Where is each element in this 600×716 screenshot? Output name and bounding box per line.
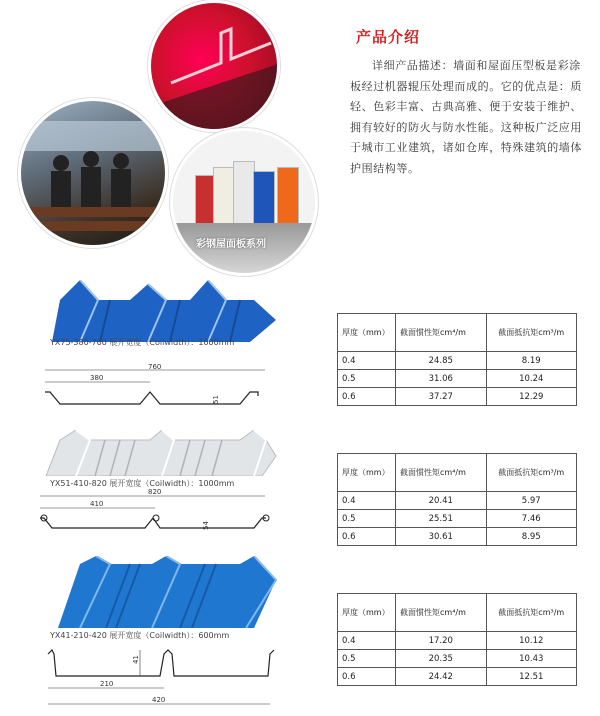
header-inertia: 截面惯性矩cm⁴/m — [396, 314, 487, 352]
intro-paragraph: 详细产品描述：墙面和屋面压型板是彩涂板经过机器辊压处理而成的。它的优点是：质轻、色彩丰富、古典高雅、便于安装于维护、拥有较好的防火与防水性能。这种板广泛应用于城市工业建筑，诸如仓库，特殊建筑的墙体护围结构等。 — [350, 59, 582, 175]
dim-pitch-yx75: 380 — [90, 374, 104, 382]
dim-height-yx75: 51 — [212, 395, 220, 404]
cell-thickness: 0.4 — [338, 352, 396, 370]
cell-modulus: 12.29 — [486, 388, 577, 406]
table-row — [338, 632, 577, 650]
dim-total-yx51: 820 — [148, 488, 162, 496]
table-row — [338, 528, 577, 546]
table-row — [338, 510, 577, 528]
cell-thickness: 0.5 — [338, 650, 396, 668]
hero-collage — [0, 0, 340, 270]
cell-modulus: 10.24 — [486, 370, 577, 388]
header-modulus: 截面抵抗矩cm³/m — [486, 314, 577, 352]
cell-inertia: 31.06 — [396, 370, 487, 388]
cell-thickness: 0.5 — [338, 510, 396, 528]
header-thickness: 厚度（mm） — [338, 454, 396, 492]
profile-drawing-yx75 — [40, 362, 275, 412]
cell-modulus: 10.43 — [486, 650, 577, 668]
cell-thickness: 0.6 — [338, 388, 396, 406]
panel-label-yx75: YX75-380-760 展开宽度（Coilwidth）：1000mm — [50, 338, 235, 347]
spec-table-yx41 — [337, 593, 577, 686]
cell-inertia: 30.61 — [396, 528, 487, 546]
cell-inertia: 25.51 — [396, 510, 487, 528]
cell-modulus: 10.12 — [486, 632, 577, 650]
cell-inertia: 20.35 — [396, 650, 487, 668]
table-header-row — [338, 594, 577, 632]
color-swatches-photo — [170, 128, 318, 276]
cell-inertia: 17.20 — [396, 632, 487, 650]
header-inertia: 截面惯性矩cm⁴/m — [396, 594, 487, 632]
table-row — [338, 388, 577, 406]
hero-caption: 彩钢屋面板系列 — [196, 239, 266, 250]
header-thickness: 厚度（mm） — [338, 594, 396, 632]
factory-workers-photo — [18, 98, 168, 248]
dim-pitch-yx41: 210 — [100, 680, 114, 688]
dim-height-yx51: 54 — [202, 521, 210, 530]
panel-label-yx41: YX41-210-420 展开宽度（Coilwidth）：600mm — [50, 631, 230, 640]
cell-thickness: 0.5 — [338, 370, 396, 388]
cell-modulus: 8.95 — [486, 528, 577, 546]
table-row — [338, 370, 577, 388]
swatch-orange — [277, 167, 299, 231]
dim-pitch-yx51: 410 — [90, 500, 104, 508]
cell-inertia: 20.41 — [396, 492, 487, 510]
cell-modulus: 5.97 — [486, 492, 577, 510]
table-header-row — [338, 314, 577, 352]
cell-modulus: 7.46 — [486, 510, 577, 528]
cell-thickness: 0.6 — [338, 528, 396, 546]
header-modulus: 截面抵抗矩cm³/m — [486, 594, 577, 632]
profile-drawing-yx51 — [40, 488, 275, 534]
dim-total-yx75: 760 — [148, 363, 162, 371]
cell-modulus: 8.19 — [486, 352, 577, 370]
panel-image-yx75 — [40, 280, 280, 342]
header-modulus: 截面抵抗矩cm³/m — [486, 454, 577, 492]
intro-title: 产品介绍 — [356, 28, 421, 46]
cell-inertia: 24.85 — [396, 352, 487, 370]
table-row — [338, 650, 577, 668]
spec-table-yx51 — [337, 453, 577, 546]
cell-thickness: 0.4 — [338, 632, 396, 650]
dim-total-yx41: 420 — [152, 696, 166, 704]
dim-height-yx41: 41 — [132, 655, 140, 664]
swatch-cream — [213, 167, 235, 231]
panel-label-yx51: YX51-410-820 展开宽度（Coilwidth）：1000mm — [50, 479, 235, 488]
spec-table-yx75 — [337, 313, 577, 406]
red-profile-photo — [148, 0, 280, 132]
cell-inertia: 24.42 — [396, 668, 487, 686]
cell-modulus: 12.51 — [486, 668, 577, 686]
cell-inertia: 37.27 — [396, 388, 487, 406]
table-row — [338, 668, 577, 686]
panel-image-yx51 — [40, 430, 280, 476]
table-row — [338, 492, 577, 510]
swatch-white — [233, 161, 255, 225]
table-row — [338, 352, 577, 370]
table-header-row — [338, 454, 577, 492]
cell-thickness: 0.6 — [338, 668, 396, 686]
header-inertia: 截面惯性矩cm⁴/m — [396, 454, 487, 492]
profile-drawing-yx41 — [40, 646, 275, 716]
cell-thickness: 0.4 — [338, 492, 396, 510]
header-thickness: 厚度（mm） — [338, 314, 396, 352]
panel-image-yx41 — [40, 556, 280, 628]
